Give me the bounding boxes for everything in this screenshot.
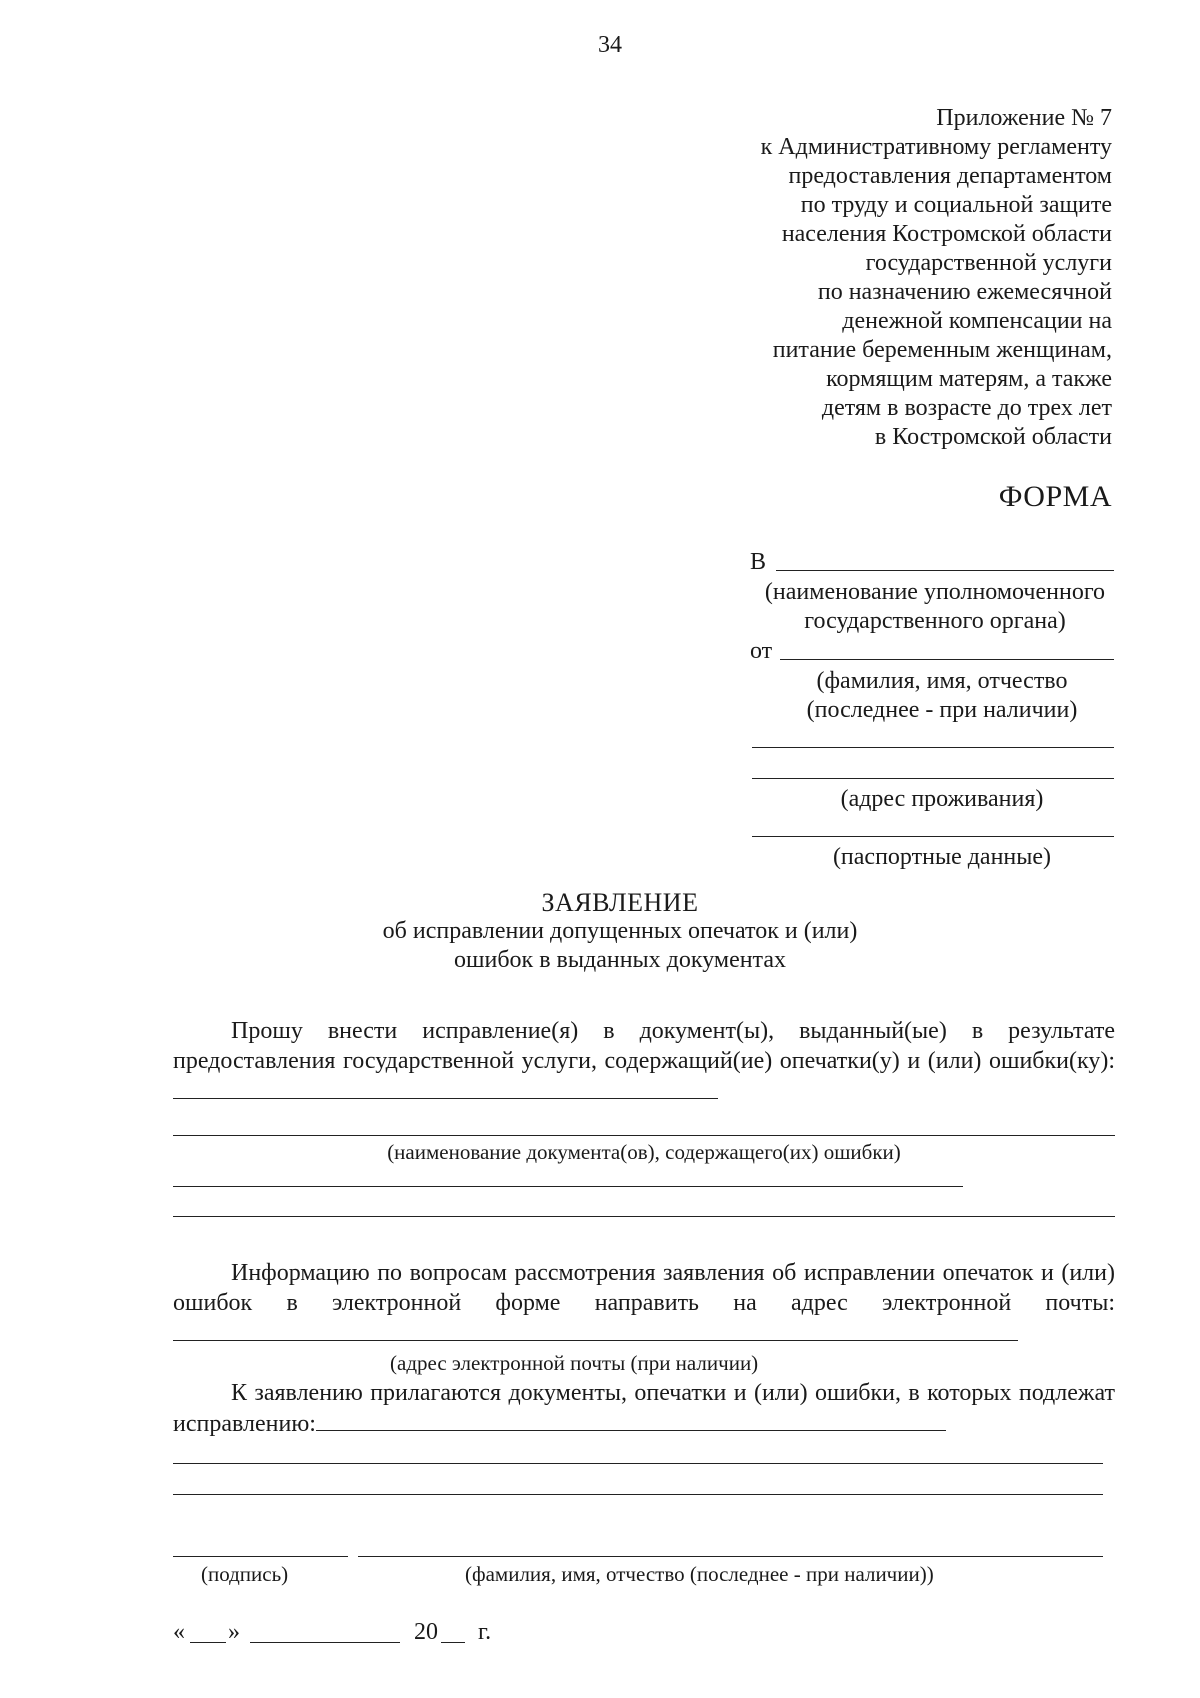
email-caption: (адрес электронной почты (при наличии) [390, 1351, 759, 1375]
to-caption: (наименование уполномоченного [764, 579, 1106, 605]
appendix-line: к Административному регламенту [760, 134, 1112, 160]
signature-caption: (подпись) [201, 1562, 289, 1586]
info-paragraph [173, 1258, 1115, 1349]
appendix-line: предоставления департаментом [788, 163, 1112, 189]
attachments-line-2[interactable] [173, 1494, 1103, 1495]
date-close-quote: » [228, 1619, 240, 1645]
appendix-line: денежной компенсации на [842, 308, 1112, 334]
email-field-line[interactable] [173, 1318, 1018, 1341]
attachments-paragraph [173, 1378, 1115, 1439]
to-caption: государственного органа) [804, 608, 1066, 634]
month-field-line[interactable] [250, 1642, 400, 1643]
address-line-1[interactable] [752, 747, 1114, 748]
request-caption: (наименование документа(ов), содержащего(их) ошибки) [387, 1140, 901, 1164]
appendix-line: населения Костромской области [781, 221, 1112, 247]
year-field-line[interactable] [441, 1642, 465, 1643]
to-prefix: В [750, 549, 767, 575]
request-line-3[interactable] [173, 1216, 1115, 1217]
appendix-line: по труду и социальной защите [800, 192, 1112, 218]
info-text: Информацию по вопросам рассмотрения заявления об исправлении опечаток и (или) ошибок в электронной форме направить на адрес электронной почты: [173, 1260, 1115, 1316]
request-line-1[interactable] [173, 1135, 1115, 1136]
form-label: ФОРМА [998, 480, 1112, 513]
year-prefix: 20 [414, 1619, 438, 1645]
attachments-text: К заявлению прилагаются документы, опечатки и (или) ошибки, в которых подлежат исправлению: [173, 1380, 1115, 1437]
appendix-line: в Костромской области [874, 424, 1112, 450]
appendix-line: государственной услуги [865, 250, 1112, 276]
appendix-line: кормящим матерям, а также [826, 366, 1112, 392]
request-field-line[interactable] [173, 1076, 718, 1099]
signature-line[interactable] [173, 1556, 348, 1557]
day-field-line[interactable] [190, 1642, 226, 1643]
from-field-line[interactable] [780, 659, 1114, 660]
request-text: Прошу внести исправление(я) в документ(ы), выданный(ые) в результате предоставления государственной услуги, содержащий(ие) опечатки(у) и (или) ошибки(ку): [173, 1018, 1115, 1074]
appendix-line: Приложение № 7 [936, 105, 1112, 131]
address-line-2[interactable] [752, 778, 1114, 779]
address-caption: (адрес проживания) [840, 786, 1044, 812]
title-subline: об исправлении допущенных опечаток и (или) [382, 918, 858, 944]
attachments-field-line[interactable] [316, 1408, 946, 1431]
appendix-line: питание беременным женщинам, [772, 337, 1112, 363]
title-heading: ЗАЯВЛЕНИЕ [541, 888, 699, 917]
to-field-line[interactable] [776, 570, 1114, 571]
from-caption: (фамилия, имя, отчество [816, 668, 1068, 694]
from-prefix: от [750, 638, 773, 664]
page-number: 34 [598, 32, 622, 58]
full-name-caption: (фамилия, имя, отчество (последнее - при наличии)) [465, 1562, 934, 1586]
passport-line[interactable] [752, 836, 1114, 837]
from-caption: (последнее - при наличии) [806, 697, 1078, 723]
appendix-line: по назначению ежемесячной [817, 279, 1112, 305]
title-subline: ошибок в выданных документах [454, 947, 786, 973]
appendix-header [652, 104, 1112, 452]
request-line-2[interactable] [173, 1186, 963, 1187]
request-paragraph [173, 1016, 1115, 1107]
full-name-line[interactable] [358, 1556, 1103, 1557]
appendix-line: детям в возрасте до трех лет [821, 395, 1112, 421]
attachments-line-1[interactable] [173, 1463, 1103, 1464]
date-open-quote: « [173, 1619, 185, 1645]
document-title [230, 888, 1010, 975]
passport-caption: (паспортные данные) [832, 844, 1052, 870]
year-suffix: г. [478, 1619, 492, 1645]
